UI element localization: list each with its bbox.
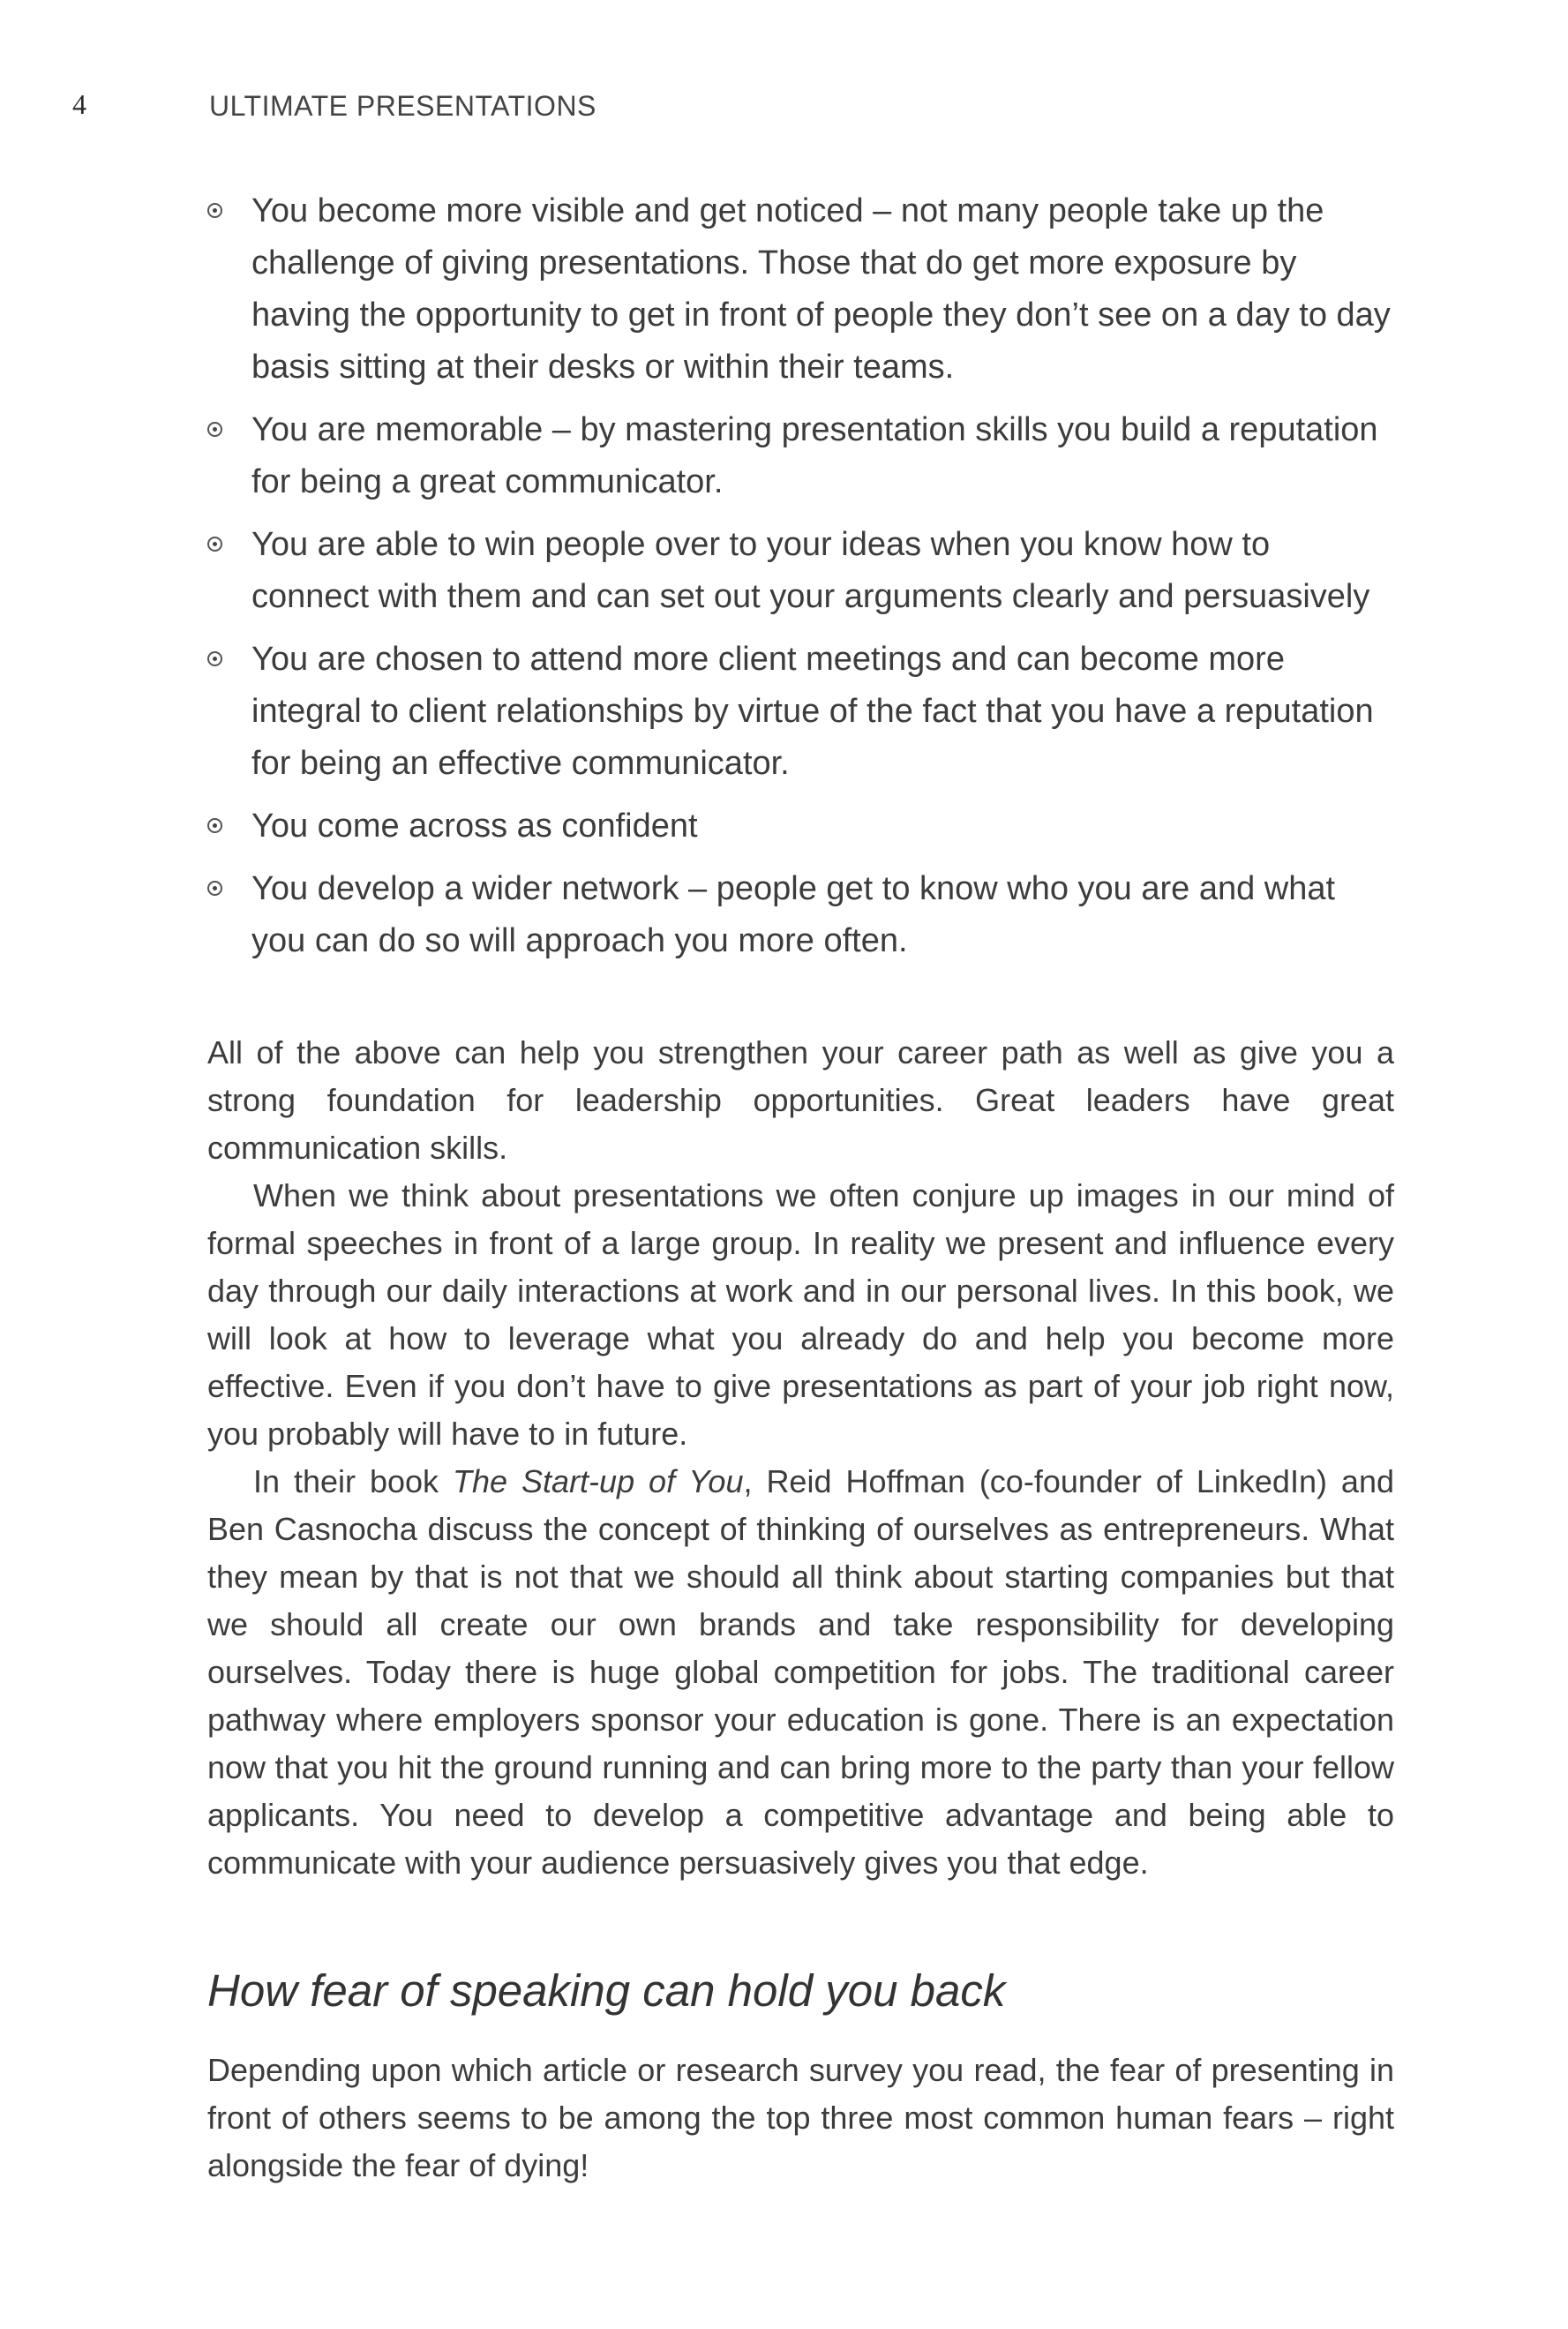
- paragraph-text: , Reid Hoffman (co-founder of LinkedIn) and Ben Casnocha discuss the concept of thinking of ourselves as entrepreneurs. What they mean by that is not that we should all think about starting companies but that we should all create our own brands and take responsibility for developing ourselves. Today there is huge global competition for jobs. The traditional career pathway where employers sponsor your education is gone. There is an expectation now that you hit the ground running and can bring more to the party than your fellow applicants. You need to develop a competitive advantage and being able to communicate with your audience persuasively gives you that edge.: [207, 1463, 1394, 1881]
- list-item: [207, 634, 1394, 790]
- list-item: [207, 863, 1394, 967]
- benefits-list: [207, 185, 1394, 967]
- paragraph-everyday-presenting: When we think about presentations we often conjure up images in our mind of formal speeches in front of a large group. In reality we present and influence every day through our daily interactions at work and in our personal lives. In this book, we will look at how to leverage what you already do and help you become more effective. Even if you don’t have to give presentations as part of your job right now, you probably will have to in future.: [207, 1177, 1394, 1452]
- bullet-text: You are able to win people over to your ideas when you know how to connect with them and can set out your arguments clearly and persuasively: [251, 526, 1370, 615]
- bullet-icon: [207, 422, 222, 437]
- bullet-icon: [207, 537, 222, 552]
- bullet-icon: [207, 651, 222, 666]
- list-item: [207, 185, 1394, 394]
- list-item: [207, 800, 1394, 853]
- bullet-text: You are chosen to attend more client meetings and can become more integral to client relationships by virtue of the fact that you have a reputation for being an effective communicator.: [251, 641, 1374, 782]
- page-number: 4: [72, 88, 86, 120]
- paragraph-startup-of-you: [207, 1458, 1394, 1887]
- page-header: [72, 88, 1568, 136]
- page-body: [207, 185, 1394, 2190]
- bullet-text: You become more visible and get noticed – not many people take up the challenge of giving presentations. Those that do get more exposure by having the opportunity to get in front of people they don’t see on a day to day basis sitting at their desks or within their teams.: [251, 192, 1391, 386]
- list-item: [207, 519, 1394, 623]
- bullet-text: You are memorable – by mastering presentation skills you build a reputation for being a great communicator.: [251, 411, 1378, 500]
- bullet-icon: [207, 203, 222, 218]
- paragraph-fear-of-presenting: Depending upon which article or research survey you read, the fear of presenting in front of others seems to be among the top three most common human fears – right alongside the fear of dying!: [207, 2052, 1394, 2183]
- bullet-icon: [207, 881, 222, 896]
- list-item: [207, 404, 1394, 508]
- book-title: The Start-up of You: [453, 1463, 744, 1499]
- paragraph-leadership: All of the above can help you strengthen your career path as well as give you a strong foundation for leadership opportunities. Great leaders have great communication skills.: [207, 1034, 1394, 1166]
- paragraph-text: In their book: [253, 1463, 454, 1499]
- bullet-text: You come across as confident: [251, 808, 698, 845]
- running-head: ULTIMATE PRESENTATIONS: [209, 90, 596, 122]
- bullet-text: You develop a wider network – people get to know who you are and what you can do so will approach you more often.: [251, 870, 1336, 959]
- section-heading: How fear of speaking can hold you back: [207, 1965, 1006, 2016]
- bullet-icon: [207, 818, 222, 833]
